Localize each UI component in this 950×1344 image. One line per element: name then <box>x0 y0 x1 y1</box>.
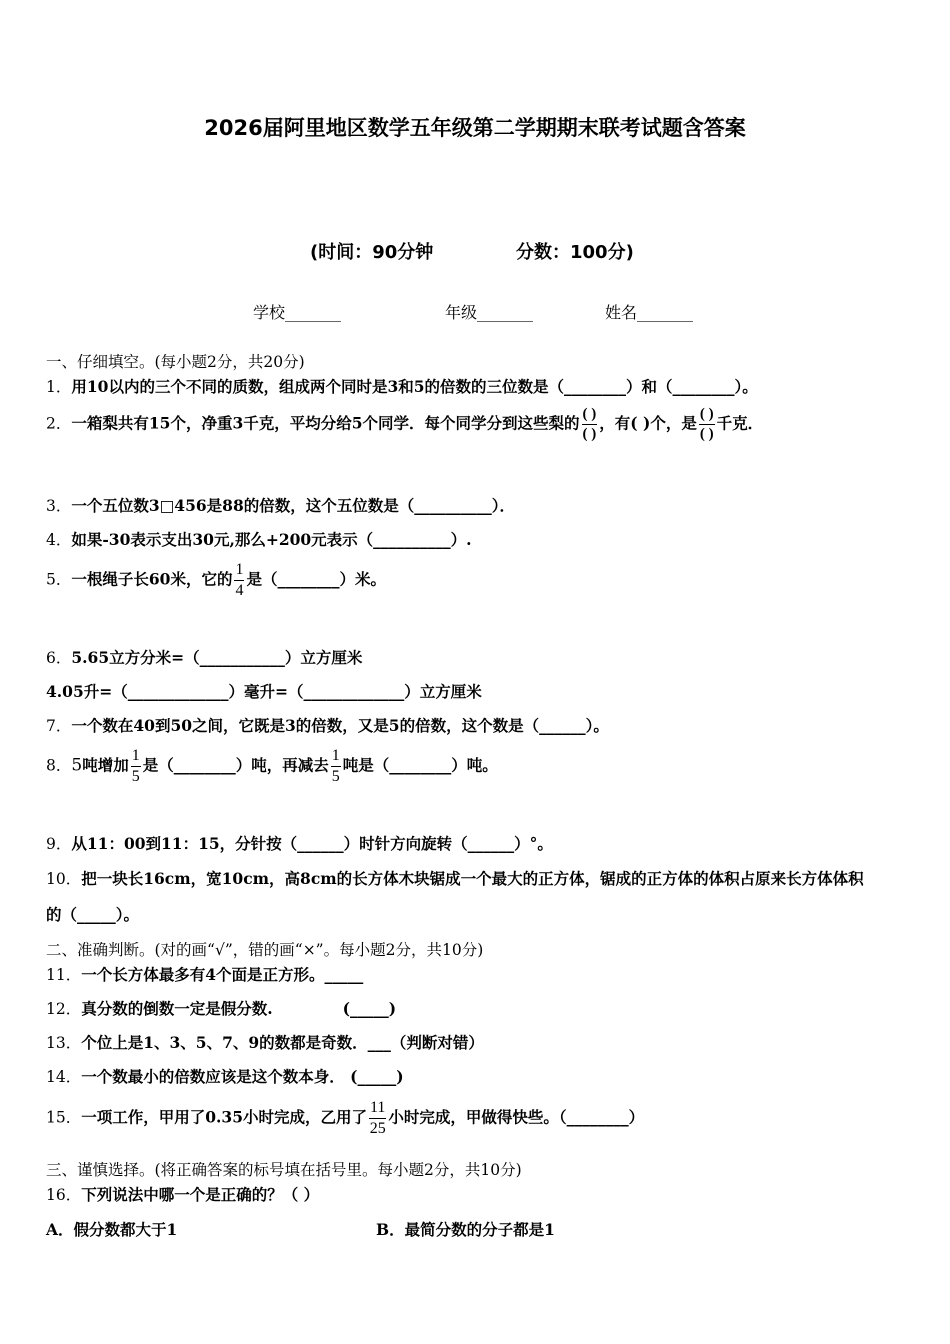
question-text: 一个数在40到50之间，它既是3的倍数，又是5的倍数，这个数是（______）。 <box>71 716 609 735</box>
question-7 <box>46 714 609 736</box>
fraction-numerator: ( ) <box>699 407 715 425</box>
question-text: ，有( )个，是 <box>599 413 697 433</box>
section-1-heading: 一、仔细填空。(每小题2分，共20分) <box>46 353 305 371</box>
question-text: 一箱梨共有15个，净重3千克，平均分给5个同学．每个同学分到这些梨的 <box>71 413 580 433</box>
fraction-numerator: ( ) <box>582 407 598 425</box>
question-13 <box>46 1031 484 1053</box>
question-6 <box>46 646 362 668</box>
question-9 <box>46 832 553 854</box>
question-3 <box>46 494 515 516</box>
question-number: 15． <box>46 1108 82 1127</box>
exam-time: (时间：90分钟 <box>310 242 434 263</box>
fraction-denominator: ( ) <box>582 426 597 442</box>
fraction-one-quarter <box>234 562 244 599</box>
fraction-numerator: 1 <box>234 562 244 581</box>
question-11 <box>46 963 363 985</box>
question-text: 5.65立方分米=（___________）立方厘米 <box>71 648 363 667</box>
question-text: 如果-30表示支出30元,那么+200元表示（__________）. <box>71 530 472 549</box>
page-title: 2026届阿里地区数学五年级第二学期期末联考试题含答案 <box>204 116 746 140</box>
exam-score: 分数：100分) <box>516 242 634 263</box>
fraction-one-fifth <box>331 748 341 785</box>
section-3-heading: 三、谨慎选择。(将正确答案的标号填在括号里。每小题2分，共10分) <box>46 1161 522 1179</box>
fraction-numerator: 11 <box>369 1100 386 1119</box>
fraction-denominator: 5 <box>131 768 140 785</box>
question-number: 3． <box>46 497 72 515</box>
section-2-heading: 二、准确判断。(对的画“√”，错的画“×”。每小题2分，共10分) <box>46 941 484 959</box>
name-field: 姓名_______ <box>605 303 694 322</box>
fraction-blank <box>582 407 598 442</box>
question-16 <box>46 1183 319 1205</box>
question-text: 把一块长16cm，宽10cm，高8cm的长方体木块锯成一个最大的正方体，锯成的正方体的体积占原来长方体体积 <box>81 869 864 888</box>
question-text: 个位上是1、3、5、7、9的数都是奇数．___（判断对错） <box>81 1033 484 1052</box>
question-12 <box>46 997 396 1019</box>
question-number: 2． <box>46 414 72 433</box>
question-number: 1． <box>46 378 72 396</box>
fraction-eleven-twentyfifths <box>369 1100 386 1137</box>
question-text: 吨增加 <box>82 755 129 775</box>
question-number: 9． <box>46 835 72 853</box>
answer-blank: (_____) <box>342 999 397 1018</box>
question-15 <box>46 1100 644 1137</box>
question-number: 13． <box>46 1034 82 1052</box>
question-number: 11． <box>46 966 82 984</box>
fraction-denominator: 4 <box>235 582 244 599</box>
question-text: 一根绳子长60米，它的 <box>71 569 233 589</box>
question-6-part-2: 4.05升=（_____________）毫升=（_____________）立方厘米 <box>46 682 482 701</box>
fraction-numerator: 1 <box>331 748 341 767</box>
option-a: A．假分数都大于1 <box>46 1220 178 1239</box>
school-field: 学校_______ <box>253 303 342 322</box>
question-14 <box>46 1065 404 1087</box>
question-text: 是（________）米。 <box>246 569 386 589</box>
fraction-denominator: 25 <box>369 1120 386 1137</box>
question-number: 16． <box>46 1186 82 1204</box>
question-10 <box>46 867 864 889</box>
question-number: 8． <box>46 756 72 775</box>
question-2 <box>46 407 763 442</box>
question-number: 7． <box>46 717 72 735</box>
question-number: 6． <box>46 649 72 667</box>
question-5 <box>46 562 386 599</box>
question-text: 一个长方体最多有4个面是正方形。_____ <box>81 965 364 984</box>
question-text: 真分数的倒数一定是假分数. <box>81 999 273 1018</box>
question-text: 从11：00到11：15，分针按（______）时针方向旋转（______）°。 <box>71 834 553 853</box>
question-number: 14． <box>46 1068 82 1086</box>
fraction-blank <box>699 407 715 442</box>
question-number: 5． <box>46 570 72 589</box>
question-text: 千克． <box>716 413 764 433</box>
question-text: 一项工作，甲用了0.35小时完成，乙用了 <box>81 1107 367 1127</box>
question-text: 一个数最小的倍数应该是这个数本身． (_____) <box>81 1067 404 1086</box>
question-number: 4． <box>46 531 72 549</box>
fraction-one-fifth <box>131 748 141 785</box>
question-10-continued: 的（_____）。 <box>46 905 140 924</box>
question-text: 小时完成，甲做得快些。（________） <box>388 1107 645 1127</box>
fraction-denominator: ( ) <box>699 426 714 442</box>
fraction-numerator: 1 <box>131 748 141 767</box>
question-text: 下列说法中哪一个是正确的？（ ） <box>81 1185 320 1204</box>
question-text: 用10以内的三个不同的质数，组成两个同时是3和5的倍数的三位数是（________）和（________）。 <box>71 377 758 396</box>
question-text: 是（________）吨，再减去 <box>142 755 329 775</box>
question-1 <box>46 375 758 397</box>
fraction-denominator: 5 <box>331 768 340 785</box>
grade-field: 年级_______ <box>445 303 534 322</box>
question-number: 10． <box>46 870 82 888</box>
option-b: B．最简分数的分子都是1 <box>376 1220 555 1239</box>
question-4 <box>46 528 472 550</box>
whole-number: 5 <box>71 755 83 776</box>
question-text: 吨是（________）吨。 <box>342 755 498 775</box>
question-text: 一个五位数3□456是88的倍数，这个五位数是（__________）． <box>71 496 515 515</box>
question-8 <box>46 748 498 785</box>
question-number: 12． <box>46 1000 82 1018</box>
